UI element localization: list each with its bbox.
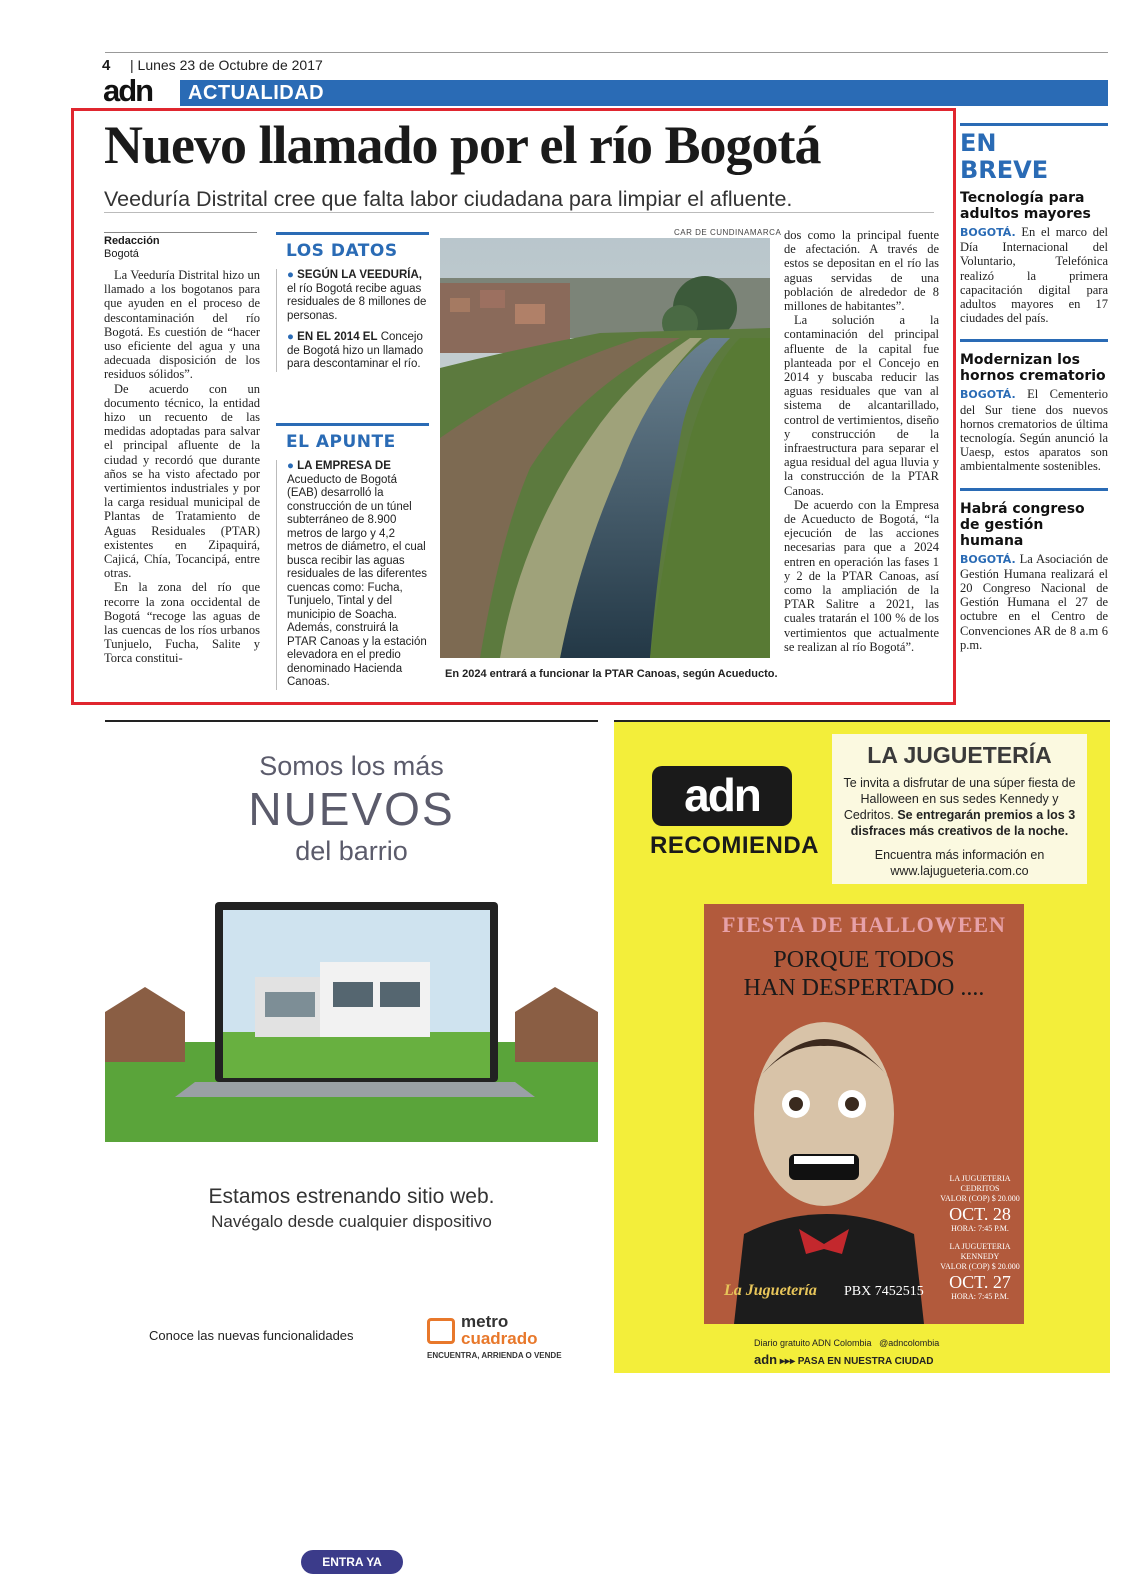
photo-credit: CAR DE CUNDINAMARCA [674, 228, 782, 237]
breve-heading-line1: EN [960, 129, 997, 157]
ad-line5: Navégalo desde cualquier dispositivo [211, 1212, 492, 1231]
breve-item-title: Modernizan los hornos crematorio [960, 352, 1106, 385]
hour1: HORA: 7:45 P.M. [951, 1224, 1009, 1233]
halloween-poster [704, 904, 1024, 1324]
article-column-3 [784, 228, 939, 654]
date2: OCT. 27 [949, 1272, 1011, 1292]
adn-recomienda-ad[interactable] [614, 720, 1110, 1373]
paragraph: De acuerdo con la Empresa de Acueducto de Bogotá, “la ejecución de las acciones necesarias para que a 2024 entren en operación las fases 1 y 2 de la PTAR Canoas, así como la ampliación de la PTAR Salitre a 2021, las cuales tratarán el 100 % de los vertimientos que actualmente se realizan al río Bogotá”. [784, 497, 939, 654]
brand-tagline: ENCUENTRA, ARRIENDA O VENDE [427, 1351, 562, 1360]
ad-line3: del barrio [295, 836, 408, 866]
poster-tagline [704, 946, 1024, 1002]
price1: VALOR (COP) $ 20.000 [940, 1194, 1020, 1203]
brand-line2: cuadrado [461, 1329, 538, 1348]
datos-item: ● SEGÚN LA VEEDURÍA, el río Bogotá recibe aguas residuales de 8 millones de personas. [287, 269, 427, 322]
breve-item-text: BOGOTÁ. La Asociación de Gestión Humana realizará el 20 Congreso Nacional de Gestión Humana el 27 de octubre en el Centro de Convenciones AR de 8 a.m 6 p.m. [960, 551, 1108, 652]
adn-logo: adn [103, 73, 153, 108]
byline-place: Bogotá [104, 248, 139, 260]
breve-item [960, 339, 1108, 473]
issue-date-text: Lunes 23 de Octubre de 2017 [137, 57, 323, 73]
laptop-house-illustration [105, 892, 598, 1142]
article-column-1 [104, 268, 260, 666]
byline [104, 232, 257, 261]
poster-phone: PBX 7452515 [844, 1284, 924, 1299]
ad-info-box [832, 734, 1087, 884]
issue-date: | Lunes 23 de Octubre de 2017 [130, 57, 323, 73]
logo-mark-icon [427, 1318, 455, 1344]
ad-more-info: Encuentra más información en www.lajugueteria.com.co [874, 848, 1045, 878]
datos-list [276, 269, 429, 372]
ad-invite: Te invita a disfrutar de una súper fiesta de Halloween en sus sedes Kennedy y Cedritos. Se entregarán premios a los 3 disfraces más creativos de la noche. [843, 776, 1076, 838]
breve-heading [960, 126, 1108, 184]
ad-footer: Conoce las nuevas funcionalidades [149, 1328, 354, 1343]
ad-headline [105, 750, 598, 866]
venue2: LA JUGUETERIA KENNEDY [949, 1242, 1011, 1261]
article-subtitle: Veeduría Distrital cree que falta labor ciudadana para limpiar el afluente. [104, 187, 793, 211]
top-rule [105, 52, 1108, 53]
breve-sidebar [960, 123, 1108, 652]
venue-info [940, 1174, 1020, 1302]
footer-logo: adn [754, 1352, 778, 1367]
apunte-box [276, 423, 429, 698]
poster-line1: PORQUE TODOS [773, 947, 955, 973]
breve-item-title: Tecnología para adultos mayores [960, 190, 1091, 222]
ad-title: LA JUGUETERÍA [867, 742, 1052, 768]
breve-item-text: BOGOTÁ. El Cementerio del Sur tiene dos nuevos hornos crematorios de última tecnología. Según anunció la Uaesp, estos aparatos son ambientalmente sostenibles. [960, 387, 1108, 474]
metrocuadrado-ad[interactable] [105, 720, 598, 1569]
datos-heading: LOS DATOS [286, 241, 398, 261]
byline-label: Redacción [104, 235, 160, 247]
apunte-text: ● LA EMPRESA DE Acueducto de Bogotá (EAB) desarrolló la construcción de un túnel subterráneo de 8.900 metros de largo y 4,2 metros de diámetro, el cual busca recibir las aguas residuales de las diferentes cuencas como: Fucha, Tunjuelo, Tintal y del municipio de Soacha. Además, construirá la PTAR Canoas y la estación elevadora en el predio denominado Hacienda Canoas. [276, 460, 429, 690]
poster-title: FIESTA DE HALLOWEEN [722, 912, 1006, 937]
apunte-heading: EL APUNTE [286, 432, 396, 452]
article-title: Nuevo llamado por el río Bogotá [104, 115, 821, 175]
breve-item-text: BOGOTÁ. En el marco del Día Internacional del Voluntario, Telefónica realizó la primera capacitación digital para adultos mayores en 17 ciudades del país. [960, 225, 1108, 326]
date1: OCT. 28 [949, 1204, 1011, 1224]
page-number: 4 [102, 57, 111, 74]
river-illustration [440, 238, 770, 658]
breve-heading-line2: BREVE [960, 156, 1049, 184]
breve-item [960, 190, 1108, 325]
price2: VALOR (COP) $ 20.000 [940, 1262, 1020, 1271]
metrocuadrado-logo [427, 1314, 562, 1360]
datos-box [276, 232, 429, 380]
entra-ya-button[interactable]: ENTRA YA [301, 1550, 403, 1574]
paragraph: En la zona del río que recorre la zona occidental de Bogotá “recoge las aguas de las cuencas de los ríos urbanos Tunjuelo, Fucha, Salite y Torca constitui- [104, 580, 260, 666]
river-photo [440, 238, 770, 658]
venue1: LA JUGUETERIA CEDRITOS [949, 1174, 1011, 1193]
adn-logo-badge: adn [652, 766, 792, 826]
ad-line1: Somos los más [259, 751, 444, 781]
poster-brand: La Juguetería [724, 1282, 817, 1299]
poster-line2: HAN DESPERTADO .... [743, 975, 985, 1001]
ad-line2: NUEVOS [248, 783, 455, 835]
ad-social: Diario gratuito ADN Colombia @adncolombia [754, 1338, 940, 1348]
recomienda-label: RECOMIENDA [650, 832, 820, 859]
ad-line4: Estamos estrenando sitio web. [208, 1185, 495, 1208]
photo-caption: En 2024 entrará a funcionar la PTAR Canoas, según Acueducto. [445, 668, 778, 680]
hour2: HORA: 7:45 P.M. [951, 1292, 1009, 1301]
datos-item: ● EN EL 2014 EL Concejo de Bogotá hizo un llamado para descontaminar el río. [287, 331, 424, 370]
paragraph: De acuerdo con un documento técnico, la entidad hizo un recuento de las medidas adoptadas para salvar el principal afluente de la ciudad y recordó que durante años se ha visto afectado por vertimientos industriales y por la carga residual municipal de Plantas de Tratamiento de Aguas Residuales (PTAR) existentes en Zipaquirá, Cajicá, Chía, Tocancipá, entre otras. [104, 381, 260, 581]
paragraph: dos como la principal fuente de afectación. A través de estos se depositan en el río las aguas servidas de una población de alrededor de 8 millones de habitantes”. [784, 228, 939, 314]
dummy-illustration [714, 1004, 934, 1324]
ad-footer-tagline: adn ▸▸▸ PASA EN NUESTRA CIUDAD [754, 1352, 934, 1367]
section-banner: ACTUALIDAD [180, 80, 1108, 106]
ad-body [105, 1184, 598, 1234]
paragraph: La Veeduría Distrital hizo un llamado a los bogotanos para que ayuden en el proceso de descontaminación del río Bogotá. Es cuestión de “hacer uso eficiente del agua y una adecuada disposición de los residuos sólidos”. [104, 268, 260, 382]
subhead-rule [104, 212, 934, 213]
breve-item [960, 488, 1108, 652]
brand-line1: metro [461, 1312, 509, 1331]
breve-item-title: Habrá congreso de gestión humana [960, 500, 1085, 549]
paragraph: La solución a la contaminación del principal afluente de la capital fue planteada por el Concejo en 2014 y buscaba reducir las aguas residuales que van al sistema de alcantarillado, control de vertimientos, diseño y construcción de la infraestructura para separar el agua residual del agua lluvia y la construcción de la PTAR Canoas. [784, 313, 939, 498]
